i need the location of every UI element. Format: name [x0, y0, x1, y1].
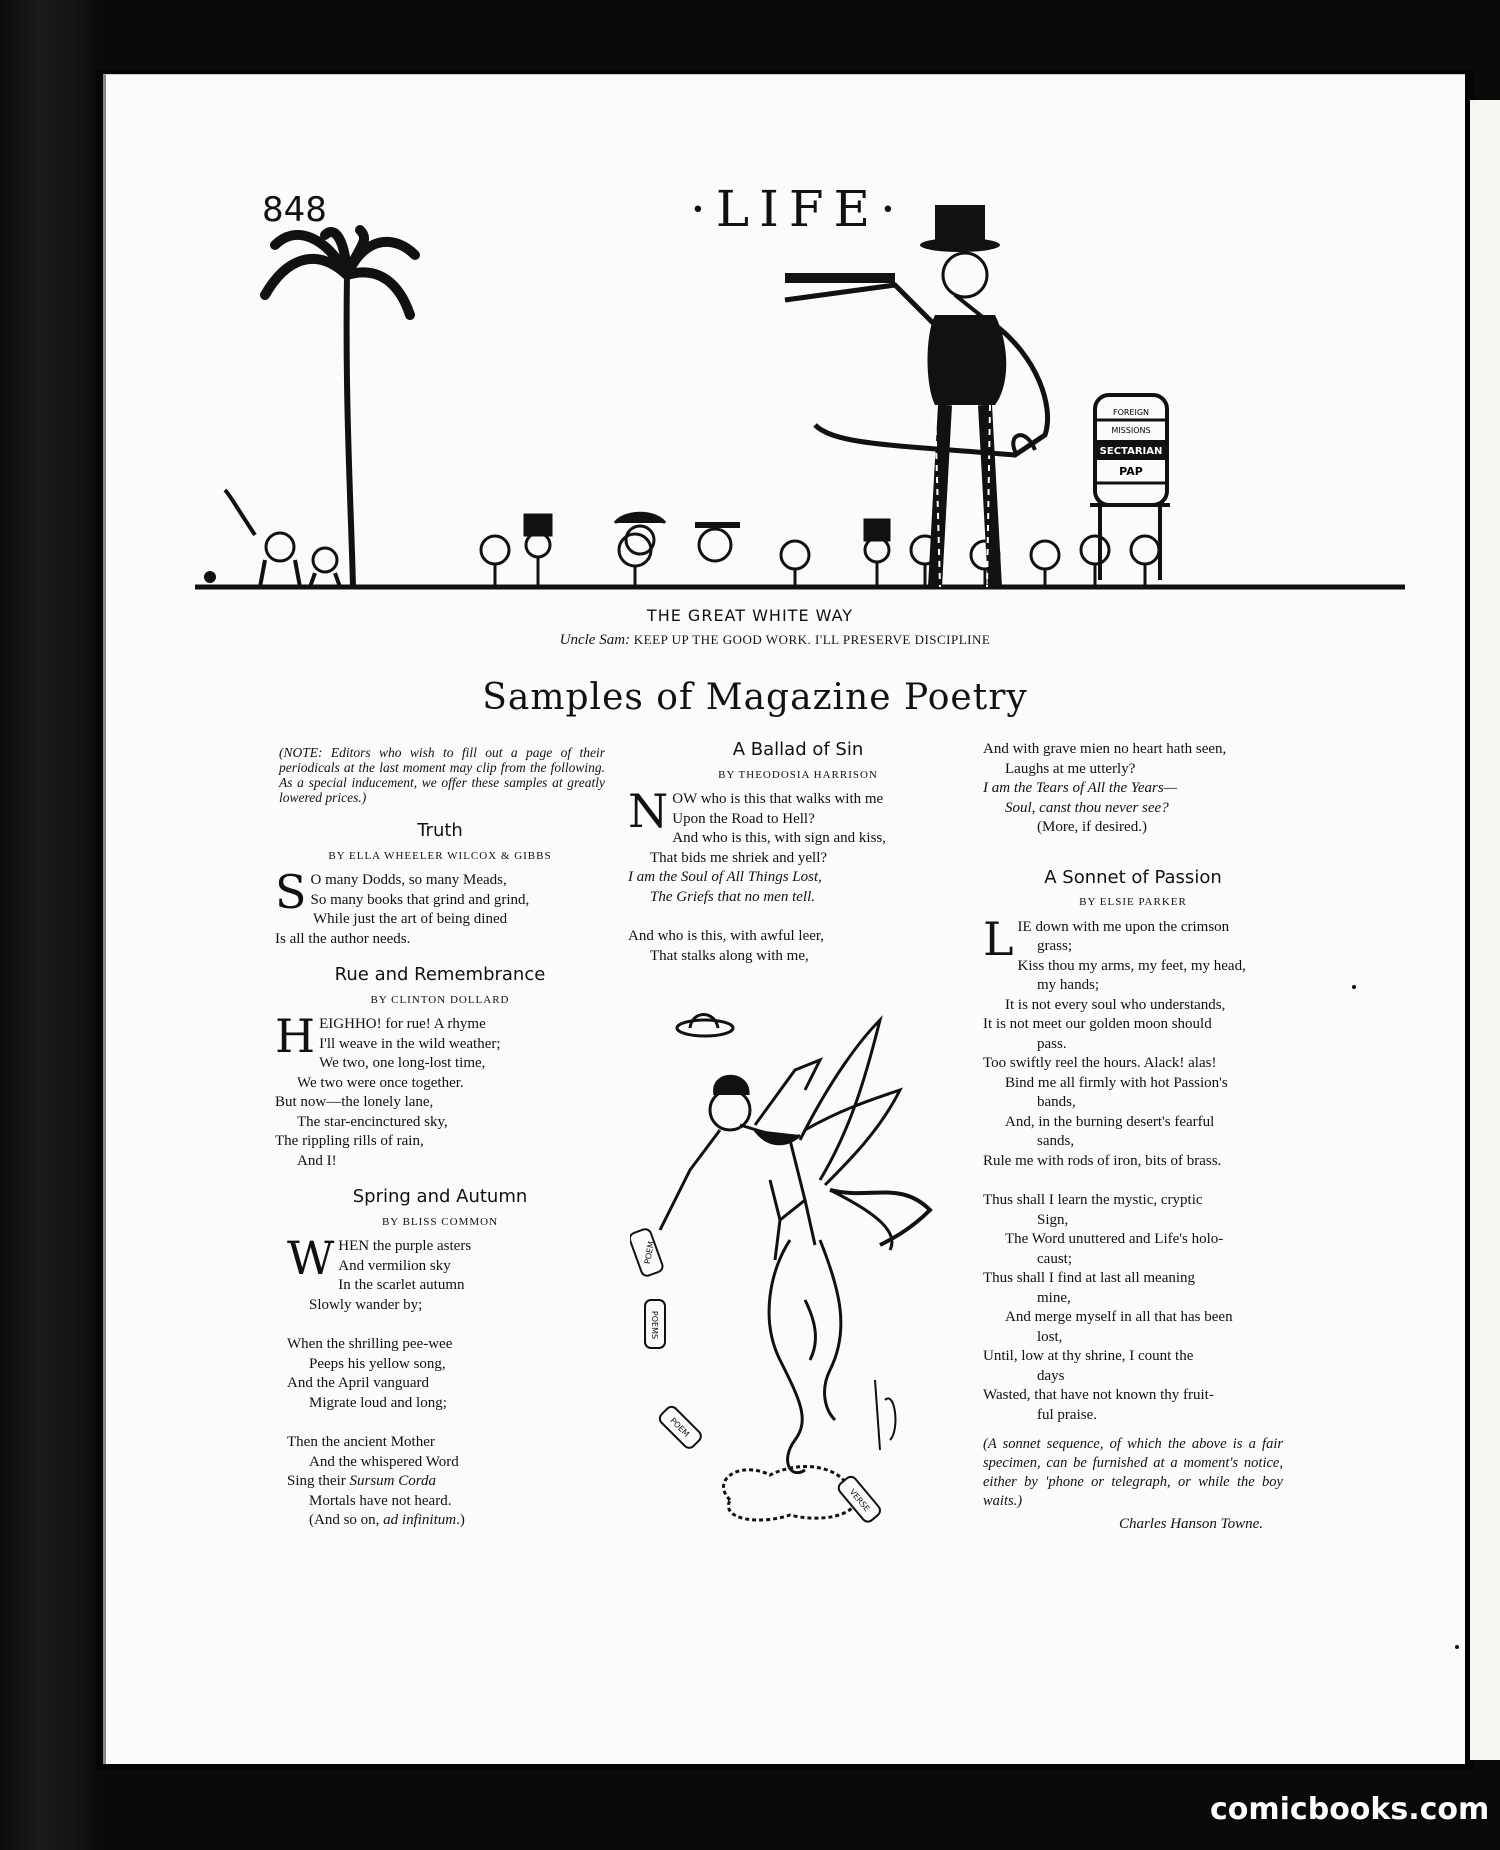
poem-rue [275, 1009, 605, 1171]
author-signature: Charles Hanson Towne. [1118, 1516, 1263, 1532]
poem-line: The Word unuttered and Life's holo- [1005, 1231, 1224, 1247]
dropcap: H [275, 1009, 316, 1063]
page-number: 848 [262, 190, 327, 230]
caption-speaker: Uncle Sam: [559, 632, 631, 648]
poem-line: And the April vanguard [287, 1375, 430, 1391]
poem-line: grass; [1037, 938, 1072, 954]
speck [1352, 985, 1356, 989]
poem-line: my hands; [1037, 977, 1100, 993]
poem-line: That bids me shriek and yell? [650, 849, 828, 866]
poem-author-ballad: BY THEODOSIA HARRISON [718, 768, 878, 781]
poem-line: And I! [297, 1152, 337, 1169]
poem-line: Wasted, that have not known thy fruit- [983, 1387, 1214, 1403]
poem-line: It is not every soul who understands, [1005, 996, 1226, 1013]
poem-line: OW who is this that walks with me [672, 791, 884, 807]
scroll-label-3: POEM [668, 1416, 691, 1439]
poem-line: We two were once together. [297, 1074, 464, 1091]
poem-line: Slowly wander by; [309, 1296, 423, 1313]
barrel-label-4: PAP [1119, 465, 1143, 478]
row-of-figures [481, 513, 1159, 585]
poem-ballad [628, 784, 968, 966]
poem-line: caust; [1037, 1250, 1072, 1267]
poem-line: Thus shall I learn the mystic, cryptic [983, 1192, 1203, 1208]
poem-line: HEN the purple asters [338, 1238, 472, 1254]
poem-line: We two, one long-lost time, [319, 1055, 486, 1071]
poem-line: pass. [1037, 1035, 1067, 1052]
poem-line: While just the art of being dined [313, 911, 508, 927]
dropcap: W [287, 1231, 335, 1285]
poem-line: I am the Soul of All Things Lost, [628, 869, 822, 885]
editor-note: (NOTE: Editors who wish to fill out a page of their periodicals at the last moment may clip from the following. As a special inducement, we offer these samples at greatly lowered prices.) [279, 745, 605, 805]
article-title: Samples of Magazine Poetry [482, 677, 1028, 718]
poem-line: The star-encinctured sky, [297, 1113, 448, 1130]
poem-line: But now—the lonely lane, [275, 1094, 434, 1110]
poem-line: And merge myself in all that has been [1005, 1309, 1233, 1325]
cartoon-great-white-way [195, 205, 1405, 605]
poem-line: EIGHHO! for rue! A rhyme [319, 1016, 486, 1032]
middle-column [628, 740, 968, 966]
poem-line: It is not meet our golden moon should [983, 1016, 1212, 1032]
poem-line: Peeps his yellow song, [309, 1355, 446, 1372]
poem-line: Until, low at thy shrine, I count the [983, 1348, 1194, 1364]
poem-line: And who is this, with sign and kiss, [672, 830, 887, 846]
poem-line: And the whispered Word [309, 1453, 459, 1470]
poem-line: Is all the author needs. [275, 930, 411, 947]
dropcap: L [983, 911, 1014, 966]
cartoon-caption [450, 632, 1100, 649]
poem-line: Thus shall I find at last all meaning [983, 1270, 1196, 1286]
poem-spring [275, 1231, 605, 1531]
poem-line: Kiss thou my arms, my feet, my head, [1017, 957, 1246, 974]
poem-line: And with grave mien no heart hath seen, [983, 741, 1227, 757]
falling-scroll [630, 1228, 882, 1524]
watermark-text: comicbooks.com [1210, 1792, 1490, 1827]
poem-line: Bind me all firmly with hot Passion's [1005, 1074, 1228, 1091]
cartoon-caption-title: THE GREAT WHITE WAY [646, 606, 854, 625]
dropcap: S [275, 865, 307, 919]
scroll-label-4: VERSE [847, 1487, 872, 1514]
poem-line: Too swiftly reel the hours. Alack! alas! [983, 1055, 1217, 1071]
poem-sonnet [983, 911, 1283, 1426]
poem-line: Sing their Sursum Corda [287, 1473, 437, 1489]
poem-line: days [1037, 1367, 1065, 1384]
poem-line: And, in the burning desert's fearful [1005, 1113, 1215, 1130]
poem-line: mine, [1037, 1289, 1071, 1306]
barrel-label-1: FOREIGN [1112, 408, 1150, 417]
poem-author-truth: BY ELLA WHEELER WILCOX & GIBBS [328, 849, 552, 862]
poem-line: Laughs at me utterly? [1005, 760, 1136, 777]
scroll-label-1: POEM [643, 1240, 656, 1265]
caption-text: KEEP UP THE GOOD WORK. I'LL PRESERVE DISCIPLINE [633, 632, 991, 647]
poem-line: IE down with me upon the crimson [1017, 918, 1230, 935]
dropcap: N [628, 784, 669, 838]
poem-line: And who is this, with awful leer, [628, 928, 825, 944]
poem-line: Mortals have not heard. [309, 1492, 452, 1509]
poem-truth [275, 865, 605, 949]
poem-title-truth: Truth [417, 820, 463, 841]
poem-author-rue: BY CLINTON DOLLARD [370, 993, 510, 1006]
poem-line: That stalks along with me, [650, 947, 809, 964]
poem-line: lost, [1037, 1328, 1063, 1345]
barrel-label-2: MISSIONS [1111, 426, 1151, 435]
closing-note: (A sonnet sequence, of which the above is a fair specimen, can be furnished at a moment's notice, either by 'phone or telegraph, or while the boy waits.) [983, 1436, 1283, 1509]
poem-line: bands, [1037, 1094, 1076, 1110]
right-column [983, 740, 1283, 1535]
poem-line: Upon the Road to Hell? [672, 810, 815, 827]
poem-ballad-continued [983, 740, 1283, 838]
poem-author-spring: BY BLISS COMMON [381, 1215, 499, 1228]
masthead-title: ·LIFE· [690, 180, 906, 238]
speck [1455, 1645, 1459, 1649]
barrel-label-3: SECTARIAN [1099, 446, 1163, 457]
poem-line: In the scarlet autumn [338, 1277, 465, 1293]
poem-line: ful praise. [1037, 1406, 1097, 1423]
poem-title-rue: Rue and Remembrance [334, 964, 546, 985]
poem-line: Migrate loud and long; [309, 1394, 447, 1411]
poem-line: Rule me with rods of iron, bits of brass. [983, 1152, 1222, 1169]
poem-line: Soul, canst thou never see? [1005, 799, 1169, 816]
poem-title-sonnet: A Sonnet of Passion [1044, 866, 1222, 888]
poem-author-sonnet: BY ELSIE PARKER [1079, 896, 1187, 908]
poem-line: The Griefs that no men tell. [650, 888, 815, 905]
poem-line: Then the ancient Mother [287, 1434, 435, 1450]
poem-line: sands, [1037, 1133, 1075, 1149]
poem-line: Sign, [1037, 1211, 1069, 1228]
poem-line: And vermilion sky [338, 1257, 451, 1274]
uncle-sam-figure [785, 205, 1048, 587]
poem-line: When the shrilling pee-wee [287, 1336, 453, 1352]
poem-title-ballad: A Ballad of Sin [732, 739, 864, 760]
pegasus-poet-illustration [630, 1000, 970, 1530]
poem-line: (And so on, ad infinitum.) [309, 1512, 465, 1528]
poem-line: So many books that grind and grind, [310, 891, 530, 908]
poem-line: I'll weave in the wild weather; [319, 1035, 501, 1052]
poem-line: O many Dodds, so many Meads, [310, 872, 507, 888]
poem-title-spring: Spring and Autumn [352, 1186, 528, 1207]
left-column [275, 745, 605, 1531]
scroll-label-2: POEMS [650, 1310, 659, 1340]
poem-line: The rippling rills of rain, [275, 1133, 424, 1149]
poem-line: (More, if desired.) [1037, 819, 1147, 835]
poem-line: I am the Tears of All the Years— [983, 780, 1178, 796]
next-page-edge [1465, 100, 1500, 1760]
